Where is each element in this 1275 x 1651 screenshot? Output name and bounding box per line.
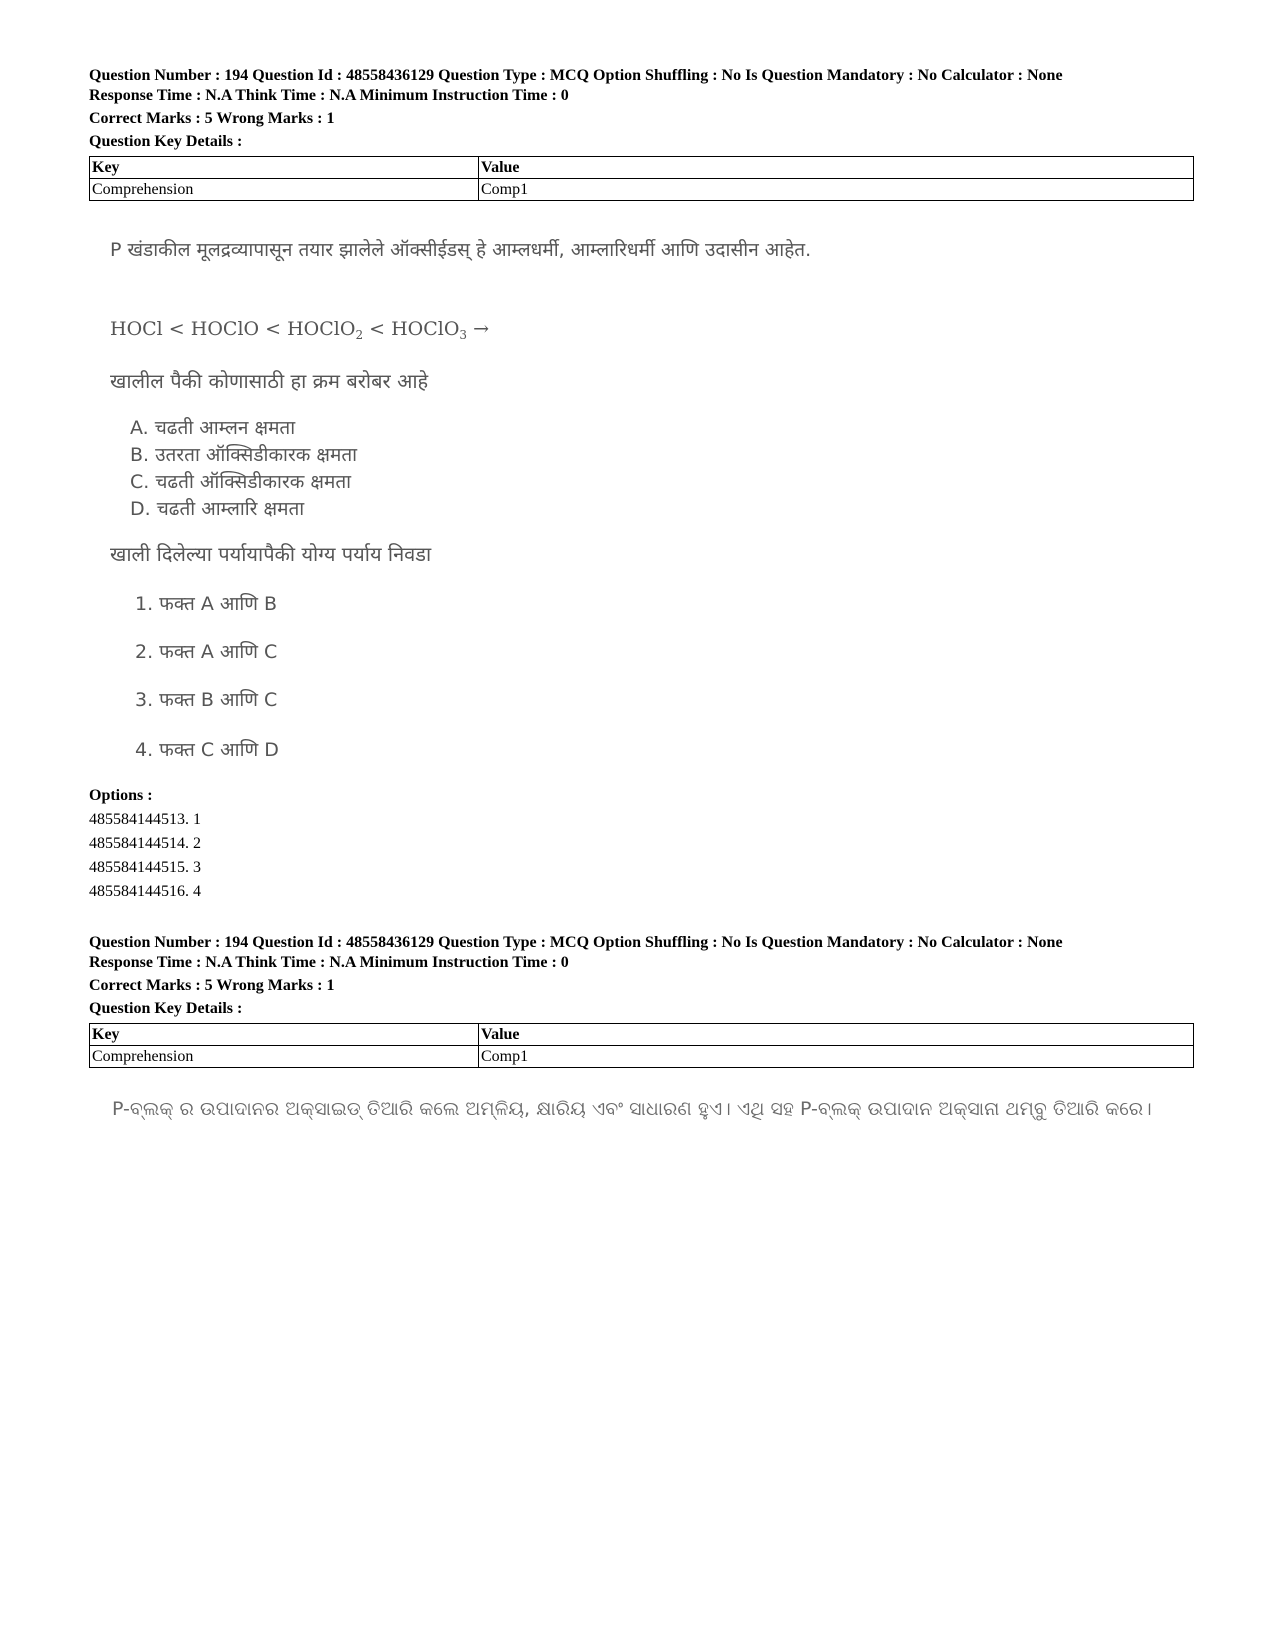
value-cell: Comp1	[479, 179, 1194, 201]
question-header-1	[89, 66, 1194, 201]
question-image-2: P-ବ୍ଲକ୍ ର ଉପାଦାନର ଅକ୍ସାଇଡ୍ ତିଆରି କଲେ ଅମ୍ଳିୟ, କ୍ଷାରିୟ ଏବଂ ସାଧାରଣ ହୁଏ। ଏଥି ସହ P-ବ୍ଲକ୍ ଉପାଦାନ ଅକ୍ସାନା ଥମ୍ବୁ ତିଆରି କରେ।	[112, 1098, 1152, 1120]
key-details-label: Question Key Details :	[89, 133, 243, 150]
question-meta-line2: Response Time : N.A Think Time : N.A Minimum Instruction Time : 0	[89, 954, 569, 971]
option-item: 485584144516. 4	[89, 883, 201, 900]
choice-4: 4. फक्त C आणि D	[135, 739, 279, 761]
question-header-2	[89, 933, 1194, 1068]
option-item: 485584144514. 2	[89, 835, 201, 852]
statement-b: B. उतरता ऑक्सिडीकारक क्षमता	[130, 444, 358, 466]
question-meta-line2: Response Time : N.A Think Time : N.A Minimum Instruction Time : 0	[89, 87, 569, 104]
choice-1: 1. फक्त A आणि B	[135, 593, 278, 615]
statement-a: A. चढती आम्लन क्षमता	[130, 417, 296, 439]
statement-d: D. चढती आम्लारि क्षमता	[130, 498, 305, 520]
marks-line: Correct Marks : 5 Wrong Marks : 1	[89, 977, 335, 994]
table-header-row	[90, 157, 1194, 179]
key-details-label: Question Key Details :	[89, 1000, 243, 1017]
chemical-formula: HOCl < HOClO < HOClO$_2$ < HOClO$_3$ →	[110, 318, 490, 342]
choice-3: 3. फक्त B आणि C	[135, 689, 278, 711]
table-header-row	[90, 1024, 1194, 1046]
option-item: 485584144513. 1	[89, 811, 201, 828]
options-list-1	[89, 784, 201, 904]
choose-prompt: खाली दिलेल्या पर्यायापैकी योग्य पर्याय निवडा	[110, 542, 432, 566]
table-row	[90, 179, 1194, 201]
key-details-table	[89, 156, 1194, 201]
question-meta-line1: Question Number : 194 Question Id : 48558436129 Question Type : MCQ Option Shuffling : No Is Question Mandatory : No Calculator : None	[89, 934, 1063, 951]
question-meta-line1: Question Number : 194 Question Id : 48558436129 Question Type : MCQ Option Shuffling : No Is Question Mandatory : No Calculator : None	[89, 67, 1063, 84]
question-intro: P खंडाकील मूलद्रव्यापासून तयार झालेले ऑक्सीईडस् हे आम्लधर्मी, आम्लारिधर्मी आणि उदासीन आहेत.	[110, 239, 812, 261]
key-header: Key	[90, 157, 479, 179]
key-header: Key	[90, 1024, 479, 1046]
value-header: Value	[479, 1024, 1194, 1046]
value-cell: Comp1	[479, 1046, 1194, 1068]
value-header: Value	[479, 157, 1194, 179]
key-cell: Comprehension	[90, 179, 479, 201]
option-item: 485584144515. 3	[89, 859, 201, 876]
key-details-table	[89, 1023, 1194, 1068]
marks-line: Correct Marks : 5 Wrong Marks : 1	[89, 110, 335, 127]
key-cell: Comprehension	[90, 1046, 479, 1068]
choice-2: 2. फक्त A आणि C	[135, 641, 278, 663]
table-row	[90, 1046, 1194, 1068]
options-label: Options :	[89, 787, 153, 804]
statement-c: C. चढती ऑक्सिडीकारक क्षमता	[130, 471, 352, 493]
question-prompt: खालील पैकी कोणासाठी हा क्रम बरोबर आहे	[110, 369, 429, 393]
